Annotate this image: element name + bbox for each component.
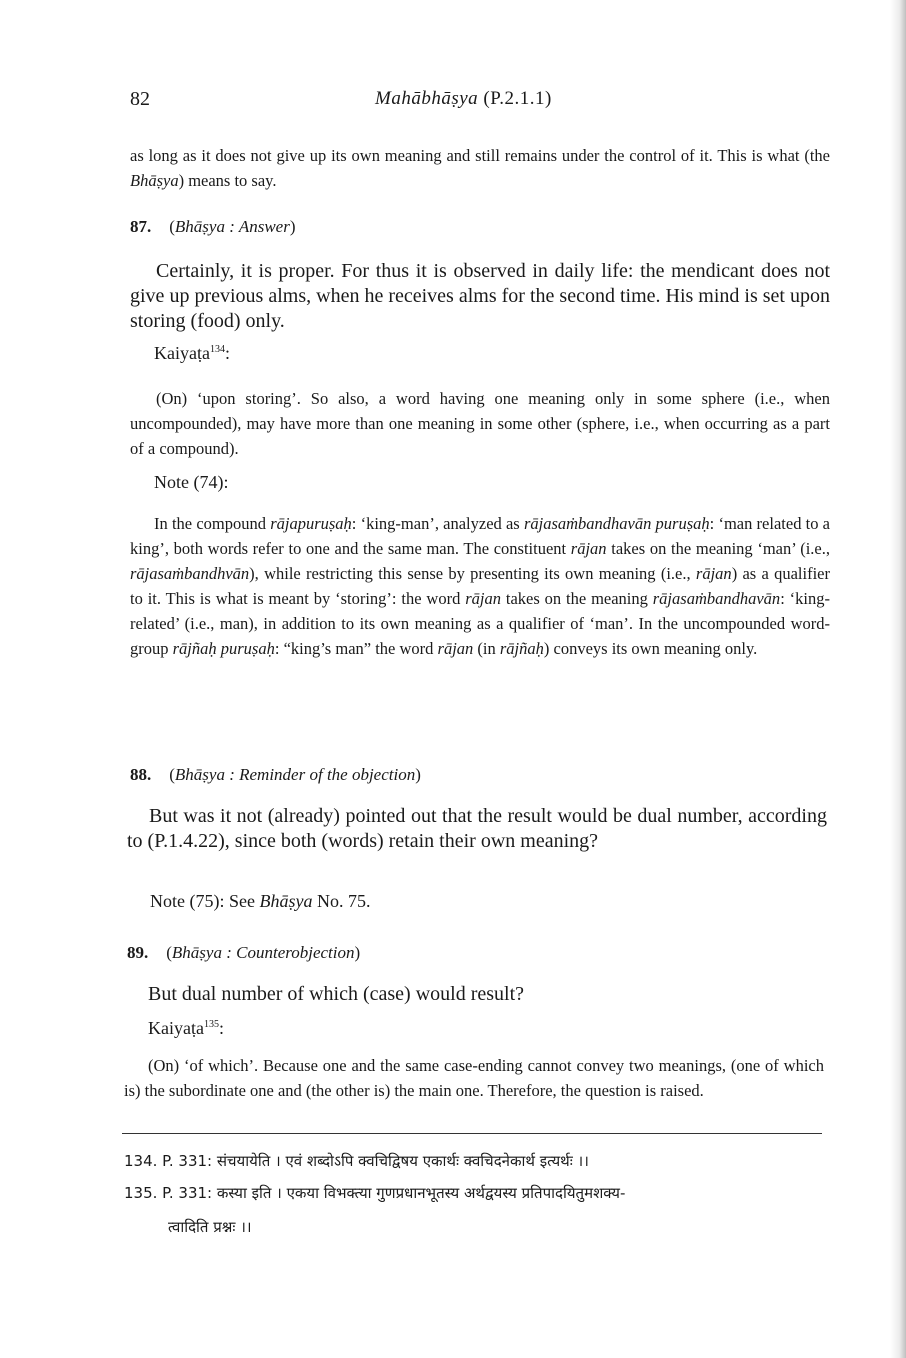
running-title [375,88,552,110]
running-title-ref: (P.2.1.1) [483,88,552,109]
page-number: 82 [130,88,150,110]
kaiyata-134-text: (On) ‘upon storing’. So also, a word having one meaning only in some sphere (i.e., when uncompounded), may have more than one meaning in some other (sphere, i.e., when occurring as a part of a compound). [130,389,830,458]
kaiyata-134-label: Kaiyaṭa$^{134}$: [154,343,230,363]
opening-paragraph: as long as it does not give up its own meaning and still remains under the control of it. This is what (the Bhāṣya) means to say. [130,146,830,190]
section-88-heading: 88. (Bhāṣya : Reminder of the objection) [130,765,421,784]
section-number: 88. [130,765,152,784]
section-87-body: Certainly, it is proper. For thus it is observed in daily life: the mendicant does not give up previous alms, when he receives alms for the second time. His mind is set upon storing (food) only. [130,260,830,332]
section-87-heading: 87. (Bhāṣya : Answer) [130,217,296,236]
kaiyata-135-text: (On) ‘of which’. Because one and the same case-ending cannot convey two meanings, (one of which is) the subordinate one and (the other is) the main one. Therefore, the question is raised. [124,1056,824,1100]
note-74-label: Note (74): [154,472,229,492]
kaiyata-135-label: Kaiyaṭa$^{135}$: [148,1018,224,1038]
section-89-heading: 89. (Bhāṣya : Counterobjection) [127,943,361,962]
footnote-135 [124,1178,824,1208]
footnote-135-continuation: त्वादिति प्रश्नः ।। [168,1218,252,1236]
footnote-sanskrit: संचयायेति । एवं शब्दोऽपि क्वचिद्विषय एकार्थः क्वचिदनेकार्थ इत्यर्थः ।। [216,1152,589,1170]
running-title-italic: Mahābhāṣya [375,88,479,109]
running-head [130,88,830,118]
section-88-body: But was it not (already) pointed out that the result would be dual number, according to (P.1.4.22), since both (words) retain their own meaning? [127,805,827,852]
section-89-body: But dual number of which (case) would result? [148,983,525,1005]
section-number: 87. [130,217,152,236]
footnote-134 [124,1146,824,1176]
footnote-sanskrit: कस्या इति । एकया विभक्त्या गुणप्रधानभूतस्य अर्थद्वयस्य प्रतिपादयितुमशक्य- [216,1184,626,1202]
section-number: 89. [127,943,149,962]
note-75: Note (75): See Bhāṣya No. 75. [150,891,371,911]
footnote-rule [122,1133,822,1134]
footnote-ref: 134. P. 331: [124,1152,213,1170]
note-74-text: In the compound rājapuruṣaḥ: ‘king-man’, analyzed as rājasaṁbandhavān puruṣaḥ: ‘man related to a king’, both words refer to one and the same man. The constituent rājan takes on the meaning ‘man’ (i.e., rājasaṁbandhvān), while restricting this sense by presenting its own meaning (i.e., rājan) as a qualifier to it. This is what is meant by ‘storing’: the word rājan takes on the meaning rājasaṁbandhavān: ‘king-related’ (i.e., man), in addition to its own meaning as a qualifier of ‘man’. In the uncompounded word-group rājñaḥ puruṣaḥ: “king’s man” the word rājan (in rājñaḥ) conveys its own meaning only. [130,514,831,658]
footnote-ref: 135. P. 331: [124,1184,213,1202]
page-edge-shadow [890,0,906,1358]
